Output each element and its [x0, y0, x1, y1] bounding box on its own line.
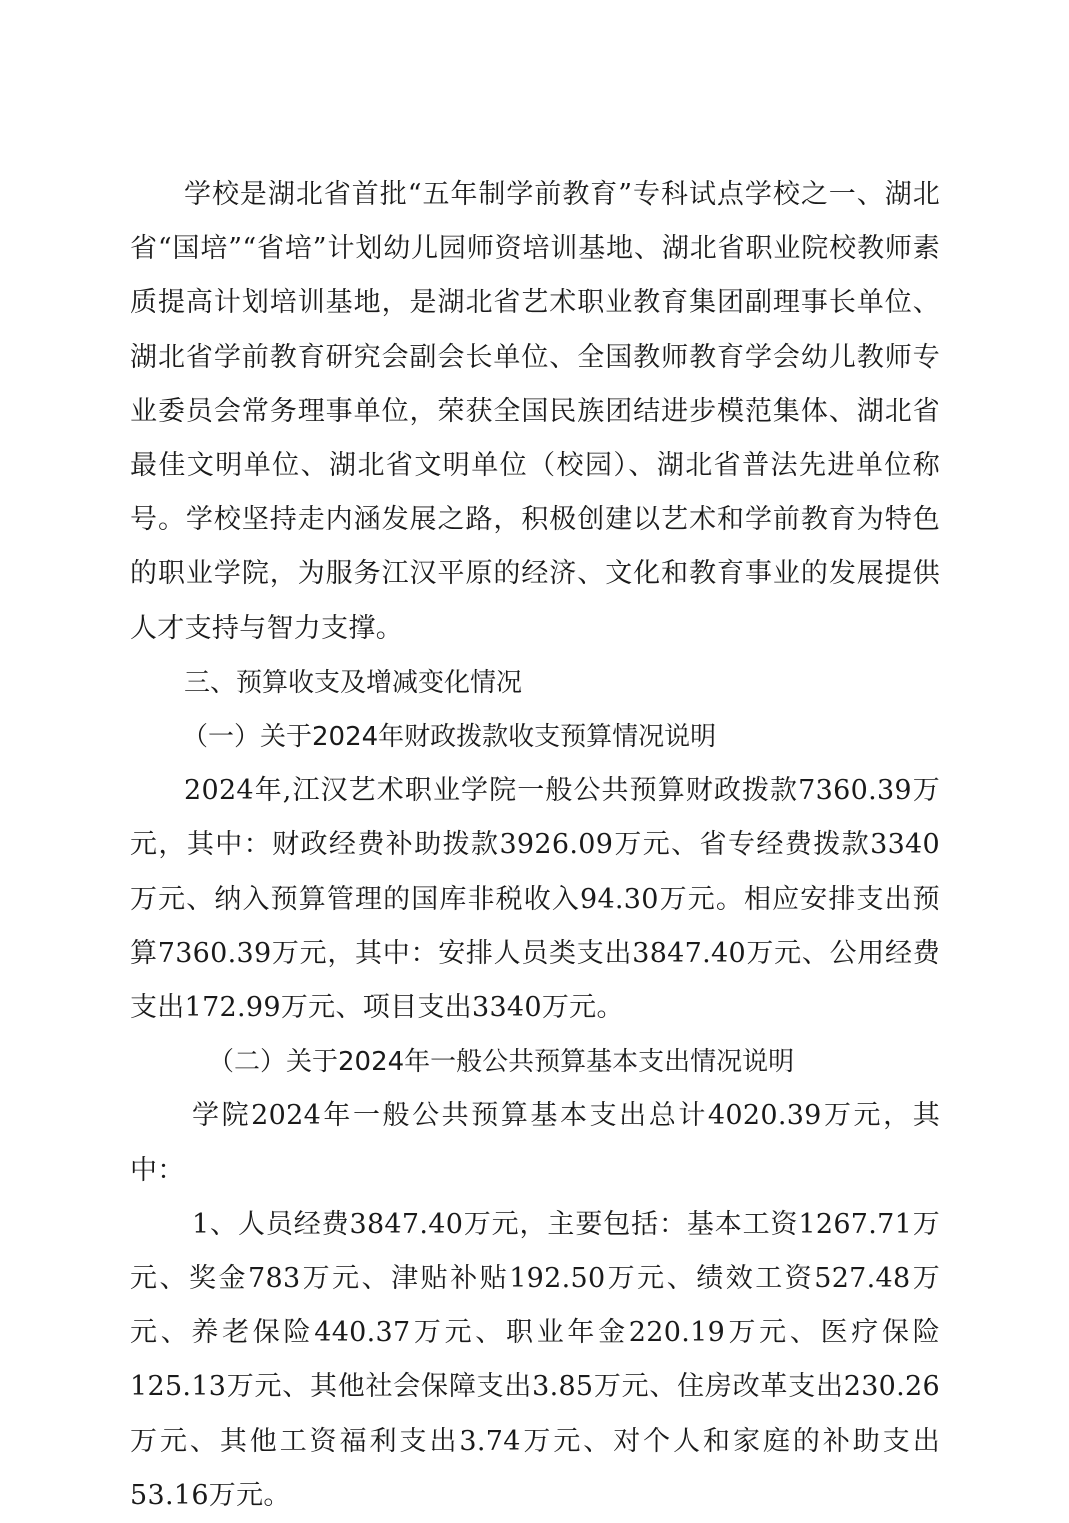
paragraph-school-intro: 学校是湖北省首批“五年制学前教育”专科试点学校之一、湖北省“国培”“省培”计划幼儿园师资培训基地、湖北省职业院校教师素质提高计划培训基地，是湖北省艺术职业教育集团副理事长单位、湖北省学前教育研究会副会长单位、全国教师教育学会幼儿教师专业委员会常务理事单位，荣获全国民族团结进步模范集体、湖北省最佳文明单位、湖北省文明单位（校园）、湖北省普法先进单位称号。学校坚持走内涵发展之路，积极创建以艺术和学前教育为特色的职业学院，为服务江汉平原的经济、文化和教育事业的发展提供人才支持与智力支撑。	[130, 179, 940, 644]
paragraph-personnel-expenses: 1、人员经费3847.40万元，主要包括：基本工资1267.71万元、奖金783万元、津贴补贴192.50万元、绩效工资527.48万元、养老保险440.37万元、职业年金220.19万元、医疗保险125.13万元、其他社会保障支出3.85万元、住房改革支出230.26万元、其他工资福利支出3.74万元、对个人和家庭的补助支出53.16万元。	[130, 1208, 940, 1511]
subsection-heading-fiscal-appropriation: （一）关于2024年财政拨款收支预算情况说明	[182, 722, 717, 753]
subsection-heading-basic-expenditure: （二）关于2024年一般公共预算基本支出情况说明	[208, 1047, 795, 1078]
document-body	[130, 168, 940, 1523]
paragraph-basic-expenditure-total: 学院2024年一般公共预算基本支出总计4020.39万元，其中：	[130, 1100, 940, 1186]
section-heading-budget: 三、预算收支及增减变化情况	[184, 667, 523, 698]
paragraph-fiscal-appropriation: 2024年,江汉艺术职业学院一般公共预算财政拨款7360.39万元，其中：财政经费补助拨款3926.09万元、省专经费拨款3340万元、纳入预算管理的国库非税收入94.30万元。相应安排支出预算7360.39万元，其中：安排人员类支出3847.40万元、公用经费支出172.99万元、项目支出3340万元。	[130, 775, 940, 1024]
